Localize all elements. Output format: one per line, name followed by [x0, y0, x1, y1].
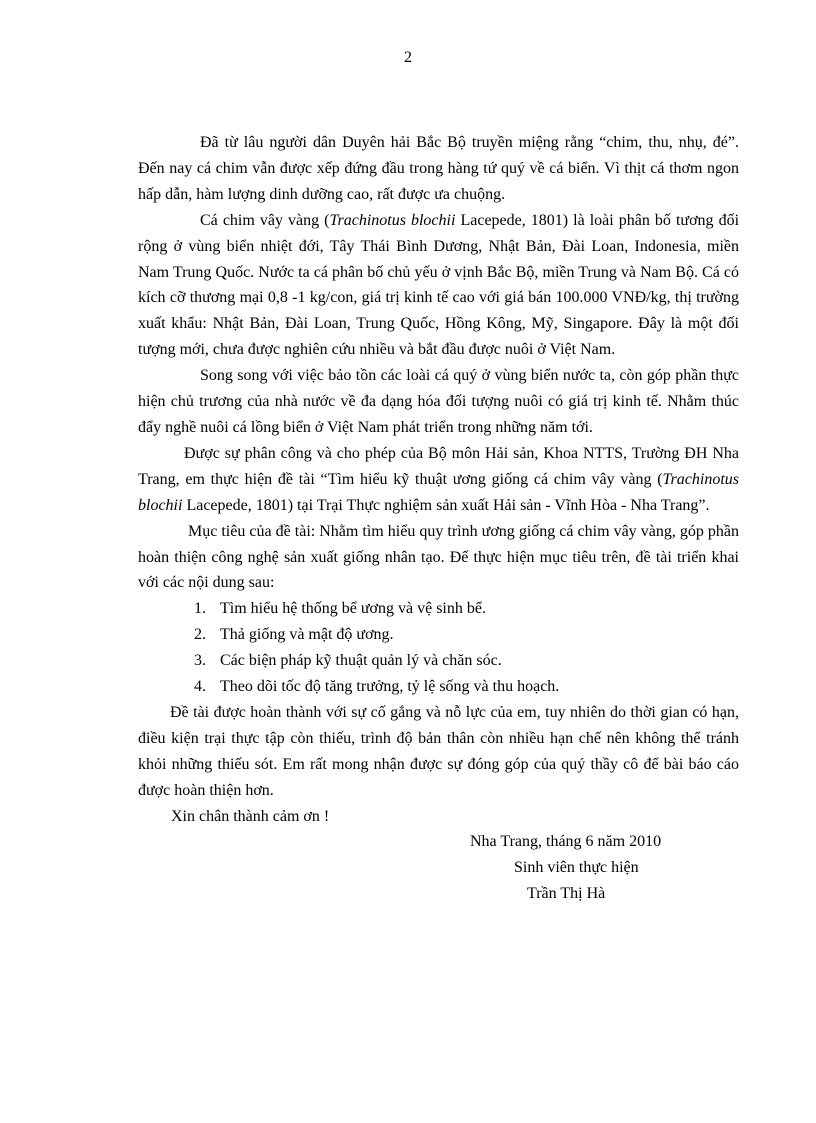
text-run: Được sự phân công và cho phép của Bộ môn Hải sản, Khoa NTTS, Trường ĐH Nha Trang, em thực hiện đề tài “Tìm hiểu kỹ thuật ương giống cá chim vây vàng (: [138, 444, 739, 488]
list-text: Thả giống và mật độ ương.: [220, 626, 394, 644]
content-list: [138, 596, 739, 700]
text-run: Cá chim vây vàng (: [200, 211, 330, 229]
signature-place-date: Nha Trang, tháng 6 năm 2010: [470, 833, 662, 851]
thanks-line: Xin chân thành cảm ơn !: [171, 807, 330, 825]
list-item: [138, 596, 739, 622]
list-text: Các biện pháp kỹ thuật quản lý và chăn sóc.: [220, 652, 502, 670]
list-item: [138, 622, 739, 648]
intro-paragraph: Đã từ lâu người dân Duyên hải Bắc Bộ truyền miệng rằng “chim, thu, nhụ, đé”. Đến nay cá chim vẫn được xếp đứng đầu trong hàng tứ quý về cá biển. Vì thịt cá thơm ngon hấp dẫn, hàm lượng dinh dưỡng cao, rất được ưa chuộng.: [138, 134, 739, 203]
species-name: Trachinotus blochii: [138, 470, 739, 514]
signature-name: Trần Thị Hà: [527, 885, 606, 903]
species-name: Trachinotus blochii: [329, 211, 456, 229]
list-number: 4.: [194, 678, 206, 696]
assignment-paragraph: [138, 441, 739, 519]
document-body: [138, 130, 739, 907]
list-number: 1.: [194, 600, 206, 618]
text-run: Lacepede, 1801) tại Trại Thực nghiệm sản xuất Hải sản - Vĩnh Hòa - Nha Trang”.: [182, 496, 710, 514]
list-number: 2.: [194, 626, 206, 644]
conservation-paragraph: Song song với việc bảo tồn các loài cá quý ở vùng biển nước ta, còn góp phần thực hiện chủ trương của nhà nước về đa dạng hóa đối tượng nuôi có giá trị kinh tế. Nhằm thúc đẩy nghề nuôi cá lồng biển ở Việt Nam phát triển trong những năm tới.: [138, 367, 739, 436]
text-run: Lacepede, 1801) là loài phân bố tương đối rộng ở vùng biển nhiệt đới, Tây Thái Bình Dương, Nhật Bản, Đài Loan, Indonesia, miền Nam Trung Quốc. Nước ta cá phân bố chủ yếu ở vịnh Bắc Bộ, miền Trung và Nam Bộ. Cá có kích cỡ thương mại 0,8 -1 kg/con, giá trị kinh tế cao với giá bán 100.000 VNĐ/kg, thị trường xuất khẩu: Nhật Bản, Đài Loan, Trung Quốc, Hồng Kông, Mỹ, Singapore. Đây là một đối tượng mới, chưa được nghiên cứu nhiều và bắt đầu được nuôi ở Việt Nam.: [138, 211, 740, 359]
acknowledgement-paragraph: Đề tài được hoàn thành với sự cố gắng và nỗ lực của em, tuy nhiên do thời gian có hạn, điều kiện trại thực tập còn thiếu, trình độ bản thân còn nhiều hạn chế nên không thể tránh khỏi những thiếu sót. Em rất mong nhận được sự đóng góp của quý thầy cô để bài báo cáo được hoàn thiện hơn.: [138, 703, 739, 799]
list-number: 3.: [194, 652, 206, 670]
list-item: [138, 674, 739, 700]
list-text: Theo dõi tốc độ tăng trưởng, tỷ lệ sống và thu hoạch.: [220, 678, 560, 696]
list-text: Tìm hiểu hệ thống bể ương và vệ sinh bể.: [220, 600, 486, 618]
species-distribution-paragraph: [138, 208, 739, 363]
list-item: [138, 648, 739, 674]
signature-role: Sinh viên thực hiện: [514, 859, 639, 877]
page-number: 2: [404, 49, 412, 66]
objective-paragraph: Mục tiêu của đề tài: Nhằm tìm hiểu quy trình ương giống cá chim vây vàng, góp phần hoàn thiện công nghệ sản xuất giống nhân tạo. Để thực hiện mục tiêu trên, đề tài triển khai với các nội dung sau:: [138, 522, 739, 592]
